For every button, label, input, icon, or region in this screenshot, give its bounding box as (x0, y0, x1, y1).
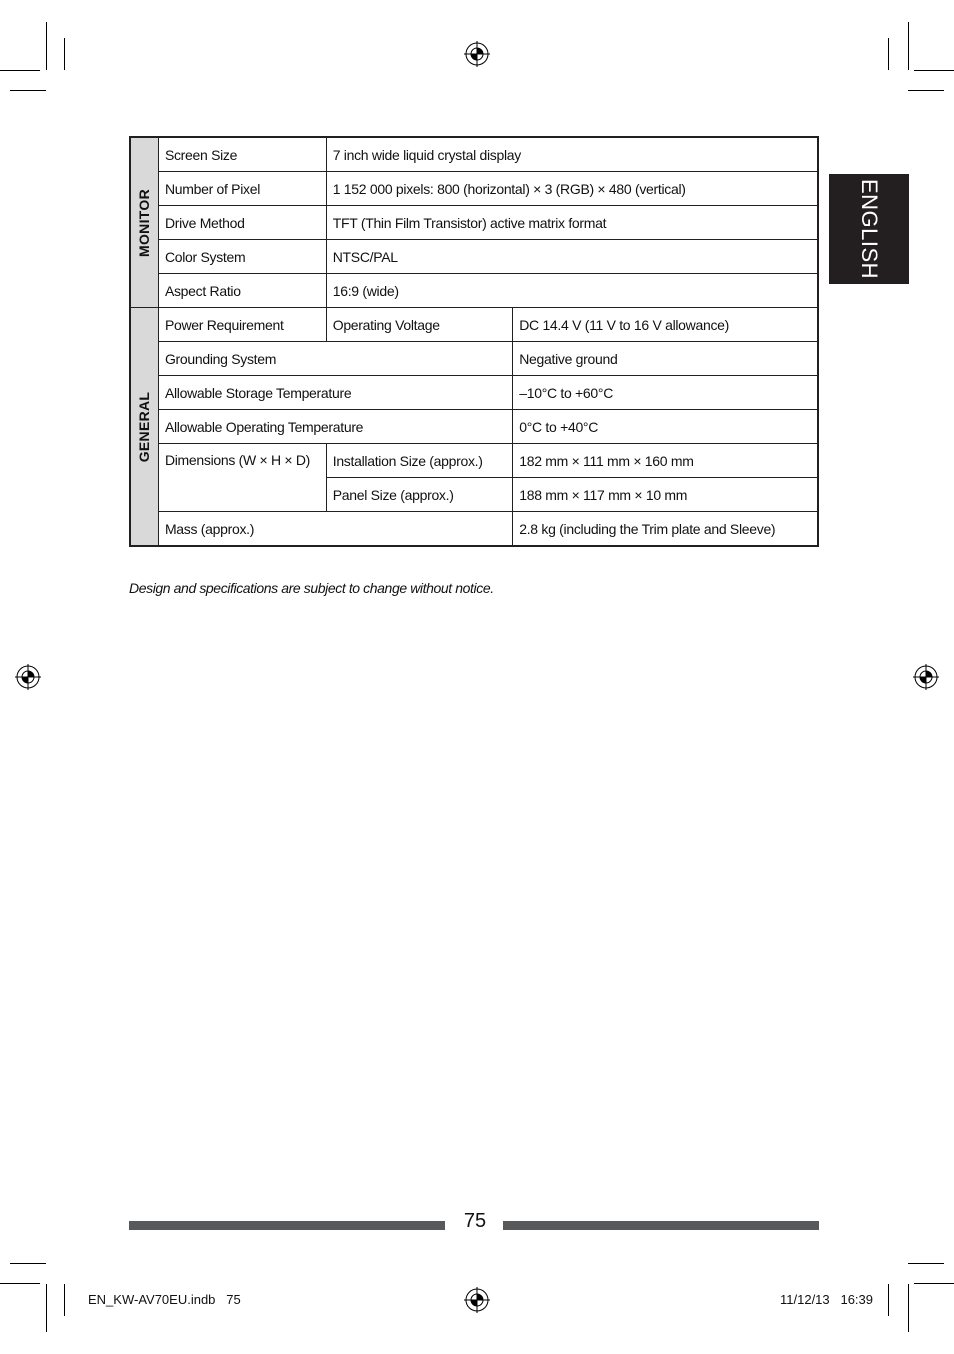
spec-value: 16:9 (wide) (326, 274, 818, 308)
spec-value: 0°C to +40°C (513, 410, 818, 444)
table-row (130, 410, 818, 444)
registration-mark-icon (913, 664, 939, 690)
crop-mark (0, 1283, 40, 1284)
table-row (130, 444, 818, 478)
spec-label: Number of Pixel (158, 172, 326, 206)
spec-label: Aspect Ratio (158, 274, 326, 308)
spec-label: Screen Size (158, 137, 326, 172)
page-number: 75 (463, 1210, 487, 1232)
crop-mark (888, 1284, 889, 1316)
section-label-monitor: MONITOR (130, 137, 158, 308)
spec-label: Mass (approx.) (158, 512, 512, 547)
spec-sublabel: Operating Voltage (326, 308, 513, 342)
crop-mark (64, 38, 65, 70)
registration-mark-icon (464, 41, 490, 67)
spec-value: 7 inch wide liquid crystal display (326, 137, 818, 172)
crop-mark (908, 1263, 944, 1264)
disclaimer-note: Design and specifications are subject to change without notice. (129, 580, 494, 596)
spec-value: Negative ground (513, 342, 818, 376)
language-tab-label: ENGLISH (857, 178, 882, 280)
table-row (130, 308, 818, 342)
spec-value: –10°C to +60°C (513, 376, 818, 410)
page-bar-right (503, 1221, 819, 1230)
spec-label: Allowable Storage Temperature (158, 376, 512, 410)
registration-mark-icon (15, 664, 41, 690)
spec-label: Grounding System (158, 342, 512, 376)
footer-file-info: EN_KW-AV70EU.indb 75 (88, 1292, 241, 1307)
table-row (130, 342, 818, 376)
language-tab (829, 174, 909, 284)
spec-label: Color System (158, 240, 326, 274)
table-row (130, 274, 818, 308)
table-row (130, 376, 818, 410)
table-row (130, 206, 818, 240)
page-bar-left (129, 1221, 445, 1230)
spec-value: DC 14.4 V (11 V to 16 V allowance) (513, 308, 818, 342)
spec-label: Allowable Operating Temperature (158, 410, 512, 444)
crop-mark (888, 38, 889, 70)
table-row (130, 137, 818, 172)
spec-label: Power Requirement (158, 308, 326, 342)
crop-mark (914, 1283, 954, 1284)
crop-mark (46, 22, 47, 70)
crop-mark (908, 90, 944, 91)
spec-value: 2.8 kg (including the Trim plate and Sleeve) (513, 512, 818, 547)
table-row (130, 240, 818, 274)
spec-value: 182 mm × 111 mm × 160 mm (513, 444, 818, 478)
crop-mark (64, 1284, 65, 1316)
table-row (130, 512, 818, 547)
spec-label: Dimensions (W × H × D) (158, 444, 326, 512)
spec-value: 1 152 000 pixels: 800 (horizontal) × 3 (RGB) × 480 (vertical) (326, 172, 818, 206)
section-label-general: GENERAL (130, 308, 158, 547)
spec-value: 188 mm × 117 mm × 10 mm (513, 478, 818, 512)
spec-value: NTSC/PAL (326, 240, 818, 274)
crop-mark (908, 22, 909, 70)
crop-mark (908, 1284, 909, 1332)
spec-label: Drive Method (158, 206, 326, 240)
crop-mark (914, 70, 954, 71)
spec-value: TFT (Thin Film Transistor) active matrix format (326, 206, 818, 240)
table-row (130, 172, 818, 206)
spec-sublabel: Panel Size (approx.) (326, 478, 513, 512)
crop-mark (46, 1284, 47, 1332)
registration-mark-icon (464, 1287, 490, 1313)
crop-mark (0, 70, 40, 71)
specifications-table (129, 136, 819, 547)
footer-datetime: 11/12/13 16:39 (780, 1292, 874, 1307)
spec-sublabel: Installation Size (approx.) (326, 444, 513, 478)
crop-mark (10, 90, 46, 91)
crop-mark (10, 1263, 46, 1264)
